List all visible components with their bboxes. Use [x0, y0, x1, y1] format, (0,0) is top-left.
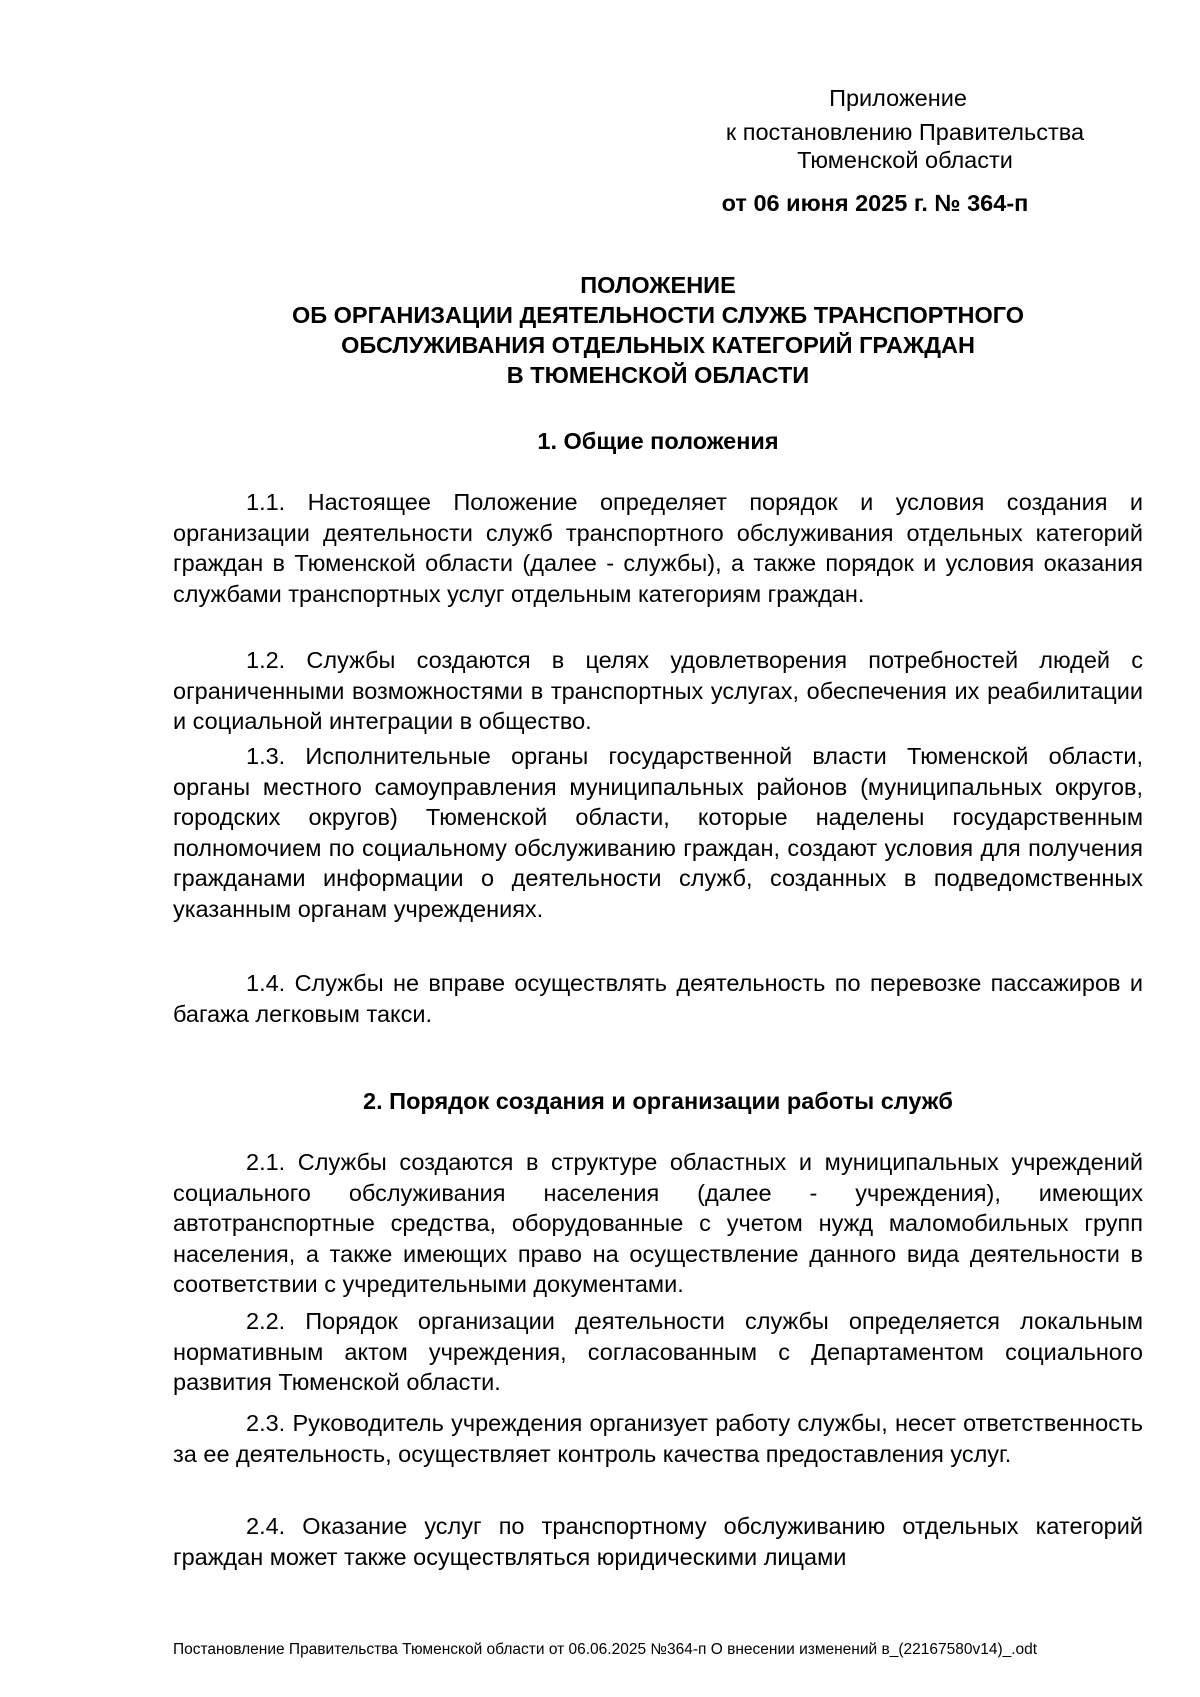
approval-date-number: от 06 июня 2025 г. № 364-п [721, 190, 1029, 216]
approval-line-1: к постановлению Правительства [725, 119, 1085, 145]
paragraph-1-2: 1.2. Службы создаются в целях удовлетворения потребностей людей с ограниченными возможностями в транспортных услугах, обеспечения их реабилитации и социальной интеграции в общество. [173, 647, 1143, 734]
document-title-line-4: В ТЮМЕНСКОЙ ОБЛАСТИ [506, 362, 810, 388]
document-title-line-3: ОБСЛУЖИВАНИЯ ОТДЕЛЬНЫХ КАТЕГОРИЙ ГРАЖДАН [341, 332, 975, 358]
paragraph-2-3: 2.3. Руководитель учреждения организует работу службы, несет ответственность за ее деятельность, осуществляет контроль качества предоставления услуг. [173, 1410, 1143, 1467]
paragraph-1-1: 1.1. Настоящее Положение определяет порядок и условия создания и организации деятельности служб транспортного обслуживания отдельных категорий граждан в Тюменской области (далее - службы), а также порядок и условия оказания службами транспортных услуг отдельным категориям граждан. [173, 489, 1143, 607]
section-1-heading: 1. Общие положения [537, 428, 779, 454]
paragraph-1-3: 1.3. Исполнительные органы государственной власти Тюменской области, органы местного самоуправления муниципальных районов (муниципальных округов, городских округов) Тюменской области, которые наделены государственным полномочием по социальному обслуживанию граждан, создают условия для получения гражданами информации о деятельности служб, созданных в подведомственных указанным органам учреждениях. [173, 743, 1143, 922]
approval-line-2: Тюменской области [797, 147, 1013, 173]
paragraph-2-1: 2.1. Службы создаются в структуре областных и муниципальных учреждений социального обслуживания населения (далее - учреждения), имеющих автотранспортные средства, оборудованные с учетом нужд маломобильных групп населения, а также имеющих право на осуществление данного вида деятельности в соответствии с учредительными документами. [173, 1149, 1143, 1297]
page-footer: Постановление Правительства Тюменской области от 06.06.2025 №364-п О внесении изменений в_(22167580v14)_.odt [173, 1641, 1038, 1658]
approval-title: Приложение [829, 85, 967, 111]
section-2-heading: 2. Порядок создания и организации работы служб [363, 1088, 953, 1114]
approval-block [690, 84, 1120, 217]
paragraph-2-4: 2.4. Оказание услуг по транспортному обслуживанию отдельных категорий граждан может также осуществляться юридическими лицами [173, 1513, 1143, 1570]
paragraph-2-2: 2.2. Порядок организации деятельности службы определяется локальным нормативным актом учреждения, согласованным с Департаментом социального развития Тюменской области. [173, 1308, 1143, 1395]
document-title-line-1: ПОЛОЖЕНИЕ [580, 272, 736, 298]
paragraph-1-4: 1.4. Службы не вправе осуществлять деятельность по перевозке пассажиров и багажа легковым такси. [173, 970, 1143, 1027]
document-title [173, 270, 1143, 390]
document-title-line-2: ОБ ОРГАНИЗАЦИИ ДЕЯТЕЛЬНОСТИ СЛУЖБ ТРАНСПОРТНОГО [291, 302, 1025, 328]
